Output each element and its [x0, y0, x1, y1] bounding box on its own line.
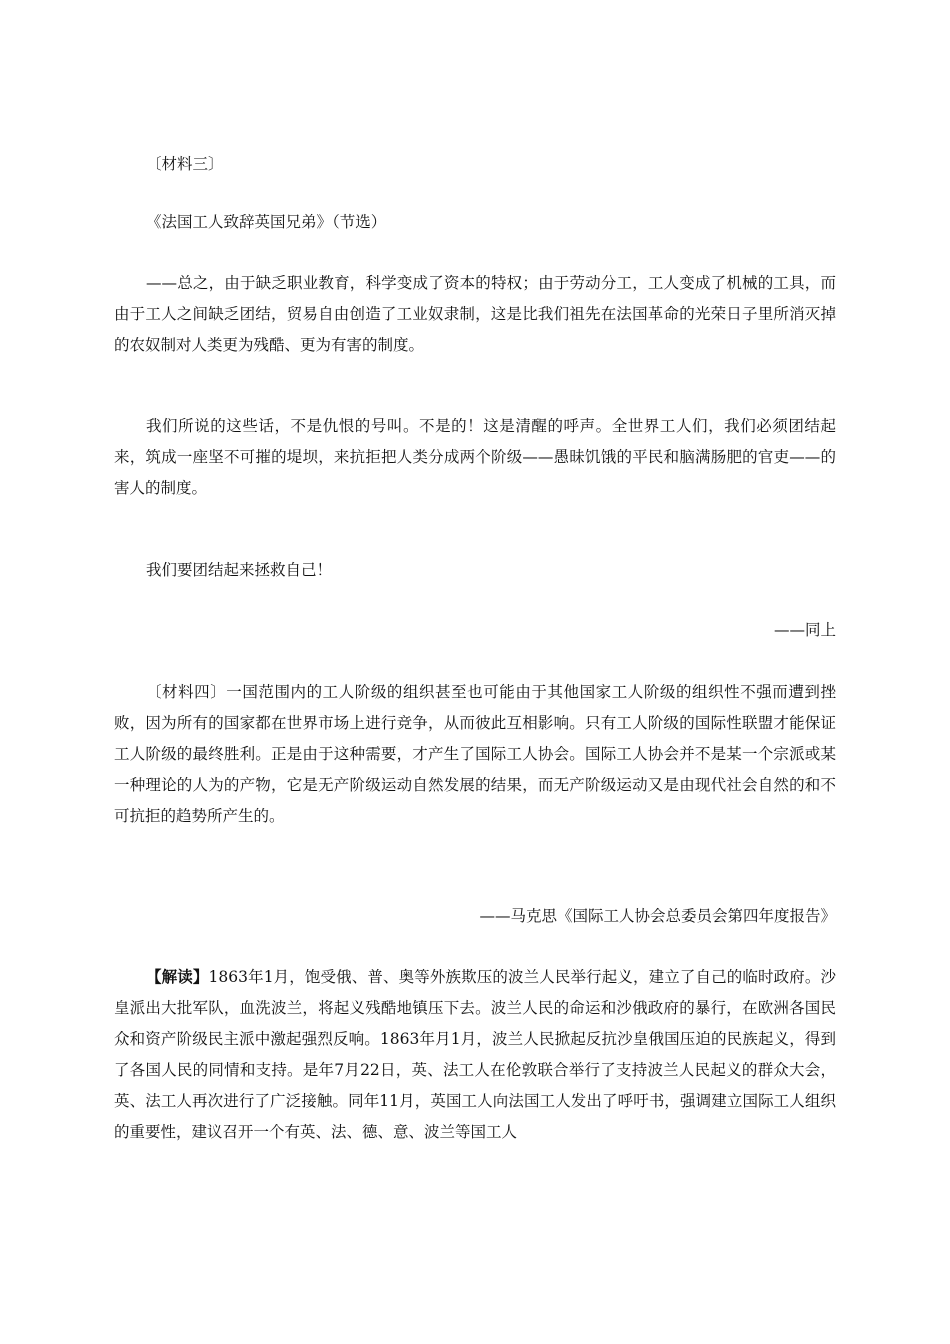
interpretation-text: 1863年1月，饱受俄、普、奥等外族欺压的波兰人民举行起义，建立了自己的临时政府。沙皇派出大批军队，血洗波兰，将起义残酷地镇压下去。波兰人民的命运和沙俄政府的暴行，在欧洲各国民众和资产阶级民主派中激起强烈反响。1863年月1月，波兰人民掀起反抗沙皇俄国压迫的民族起义，得到了各国人民的同情和支持。是年7月22日，英、法工人在伦敦联合举行了支持波兰人民起义的群众大会，英、法工人再次进行了广泛接触。同年11月，英国工人向法国工人发出了呼吁书，强调建立国际工人组织的重要性，建议召开一个有英、法、德、意、波兰等国工人: [114, 968, 836, 1141]
material3-paragraph-1: ——总之，由于缺乏职业教育，科学变成了资本的特权；由于劳动分工，工人变成了机械的工具，而由于工人之间缺乏团结，贸易自由创造了工业奴隶制，这是比我们祖先在法国革命的光荣日子里所消灭掉的农奴制对人类更为残酷、更为有害的制度。: [114, 274, 836, 354]
material3-paragraph-3: 我们要团结起来拯救自己！: [146, 561, 333, 579]
material3-source: ——同上: [773, 621, 836, 639]
material4-source: ——马克思《国际工人协会总委员会第四年度报告》: [479, 907, 836, 925]
interpretation-label: 【解读】: [146, 967, 209, 986]
material3-paragraph-2: 我们所说的这些话，不是仇恨的号叫。不是的！这是清醒的呼声。全世界工人们，我们必须团结起来，筑成一座坚不可摧的堤坝，来抗拒把人类分成两个阶级——愚昧饥饿的平民和脑满肠肥的官吏——的害人的制度。: [114, 417, 836, 497]
interpretation-paragraph: [114, 961, 836, 1148]
material3-label: 〔材料三〕: [146, 155, 224, 173]
material3-title: 《法国工人致辞英国兄弟》（节选）: [146, 213, 387, 231]
material4-paragraph: 〔材料四〕一国范围内的工人阶级的组织甚至也可能由于其他国家工人阶级的组织性不强而遭到挫败，因为所有的国家都在世界市场上进行竞争，从而彼此互相影响。只有工人阶级的国际性联盟才能保证工人阶级的最终胜利。正是由于这种需要，才产生了国际工人协会。国际工人协会并不是某一个宗派或某一种理论的人为的产物，它是无产阶级运动自然发展的结果，而无产阶级运动又是由现代社会自然的和不可抗拒的趋势所产生的。: [114, 683, 836, 825]
